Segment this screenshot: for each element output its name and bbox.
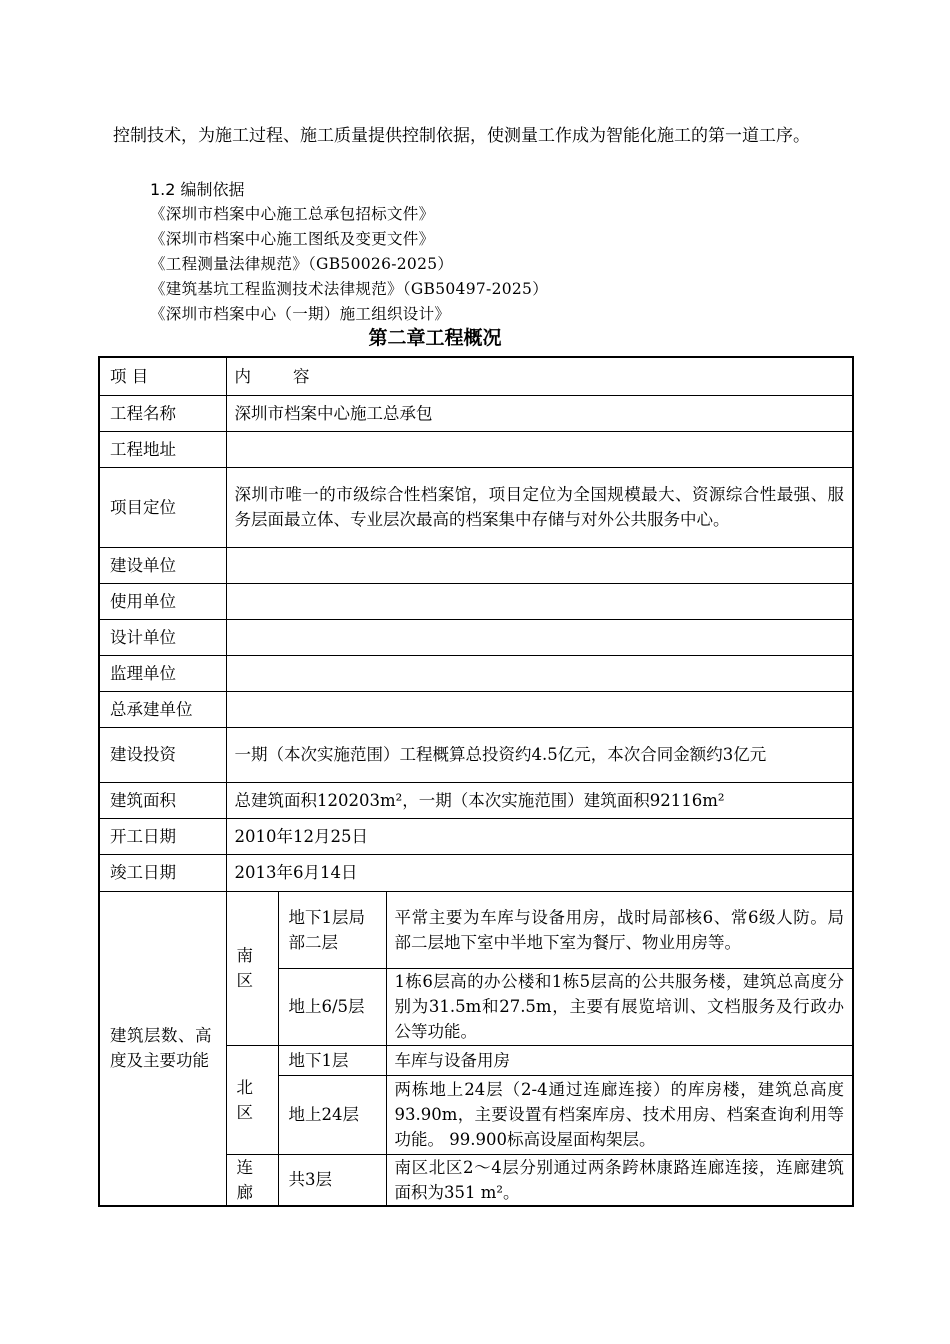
row-value: 2013年6月14日 xyxy=(226,854,853,891)
reference-item: 《深圳市档案中心（一期）施工组织设计》 xyxy=(150,305,451,323)
row-label: 建筑面积 xyxy=(99,782,226,818)
reference-item: 《工程测量法律规范》（GB50026-2025） xyxy=(150,255,454,273)
row-label: 建设单位 xyxy=(99,547,226,583)
table-row xyxy=(99,431,853,467)
row-value xyxy=(226,619,853,655)
row-value xyxy=(226,431,853,467)
row-label: 监理单位 xyxy=(99,655,226,691)
table-row xyxy=(99,818,853,854)
reference-item: 《建筑基坑工程监测技术法律规范》（GB50497-2025） xyxy=(150,280,549,298)
table-row xyxy=(99,727,853,782)
row-value: 2010年12月25日 xyxy=(226,818,853,854)
desc-cell: 平常主要为车库与设备用房，战时局部核6、常6级人防。局部二层地下室中半地下室为餐厅、物业用房等。 xyxy=(386,891,853,968)
row-label: 开工日期 xyxy=(99,818,226,854)
table-row xyxy=(99,891,853,968)
row-value: 一期（本次实施范围）工程概算总投资约4.5亿元，本次合同金额约3亿元 xyxy=(226,727,853,782)
reference-item: 《深圳市档案中心施工图纸及变更文件》 xyxy=(150,230,435,248)
row-label: 工程名称 xyxy=(99,395,226,431)
header-item-cell: 项 目 xyxy=(99,357,226,395)
desc-cell: 南区北区2～4层分别通过两条跨林康路连廊连接，连廊建筑面积为351 m²。 xyxy=(386,1154,853,1206)
row-value: 深圳市档案中心施工总承包 xyxy=(226,395,853,431)
table-row xyxy=(99,782,853,818)
table-row xyxy=(99,691,853,727)
row-label: 总承建单位 xyxy=(99,691,226,727)
row-label: 竣工日期 xyxy=(99,854,226,891)
zone-north: 北区 xyxy=(226,1045,278,1154)
level-cell: 共3层 xyxy=(278,1154,386,1206)
project-overview-table xyxy=(98,356,854,1207)
table-row xyxy=(99,583,853,619)
table-row xyxy=(99,854,853,891)
row-label: 使用单位 xyxy=(99,583,226,619)
row-value xyxy=(226,655,853,691)
intro-paragraph: 控制技术，为施工过程、施工质量提供控制依据，使测量工作成为智能化施工的第一道工序。 xyxy=(113,126,810,146)
level-cell: 地上24层 xyxy=(278,1075,386,1154)
row-value: 总建筑面积120203m²，一期（本次实施范围）建筑面积92116m² xyxy=(226,782,853,818)
floors-label: 建筑层数、高度及主要功能 xyxy=(99,891,226,1206)
row-value xyxy=(226,691,853,727)
level-cell: 地下1层局部二层 xyxy=(278,891,386,968)
chapter-title: 第二章工程概况 xyxy=(368,327,502,349)
table-row xyxy=(99,655,853,691)
row-value xyxy=(226,547,853,583)
row-label: 设计单位 xyxy=(99,619,226,655)
desc-cell: 车库与设备用房 xyxy=(386,1045,853,1075)
header-content-cell: 内 容 xyxy=(226,357,853,395)
desc-cell: 两栋地上24层（2-4通过连廊连接）的库房楼，建筑总高度93.90m，主要设置有档案库房、技术用房、档案查询利用等功能。 99.900标高设屋面构架层。 xyxy=(386,1075,853,1154)
row-value xyxy=(226,583,853,619)
reference-item: 《深圳市档案中心施工总承包招标文件》 xyxy=(150,205,435,223)
table-header-row xyxy=(99,357,853,395)
row-label: 建设投资 xyxy=(99,727,226,782)
row-label: 项目定位 xyxy=(99,467,226,547)
table-row xyxy=(99,467,853,547)
row-value: 深圳市唯一的市级综合性档案馆，项目定位为全国规模最大、资源综合性最强、服务层面最立体、专业层次最高的档案集中存储与对外公共服务中心。 xyxy=(226,467,853,547)
table-row xyxy=(99,395,853,431)
desc-cell: 1栋6层高的办公楼和1栋5层高的公共服务楼，建筑总高度分别为31.5m和27.5m，主要有展览培训、文档服务及行政办公等功能。 xyxy=(386,968,853,1045)
level-cell: 地下1层 xyxy=(278,1045,386,1075)
table-row xyxy=(99,619,853,655)
level-cell: 地上6/5层 xyxy=(278,968,386,1045)
zone-south: 南区 xyxy=(226,891,278,1045)
row-label: 工程地址 xyxy=(99,431,226,467)
table-row xyxy=(99,547,853,583)
zone-corridor: 连廊 xyxy=(226,1154,278,1206)
section-heading: 1.2 编制依据 xyxy=(150,180,245,199)
